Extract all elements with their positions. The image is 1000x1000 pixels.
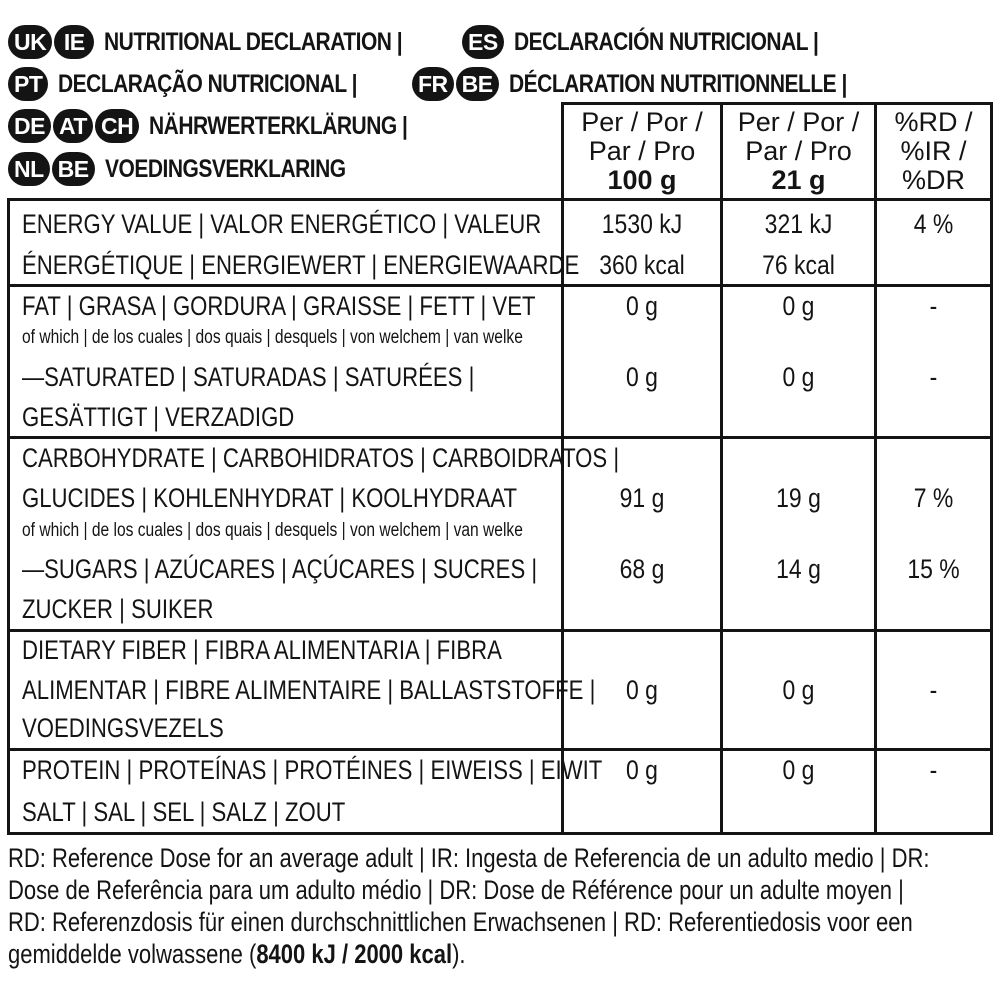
header-line-1b [462,22,876,62]
country-badge-fr: FR [412,67,454,101]
column-divider [874,102,877,835]
sugars-per21: 14 g [776,554,821,584]
country-badges [8,25,96,59]
footnote-line [8,938,986,970]
footnote-text: ). [452,939,466,969]
energy-label: ENERGY VALUE | VALOR ENERGÉTICO | VALEUR [22,209,542,239]
sugars-label: —SUGARS | AZÚCARES | AÇÚCARES | SUCRES | [22,554,538,584]
column-header-line: %DR [901,165,965,195]
table-top-border [7,198,993,201]
column-header-line: Par / Pro [745,136,852,166]
heading-es: DECLARACIÓN NUTRICIONAL | [513,27,819,56]
country-badges [462,25,506,59]
heading-en: NUTRITIONAL DECLARATION | [104,27,403,56]
energy-label: ÉNERGÉTIQUE | ENERGIEWERT | ENERGIEWAARDE [22,250,580,280]
sugars-rd: 15 % [907,554,960,584]
country-badges [8,109,141,143]
heading-pt: DECLARAÇÃO NUTRICIONAL | [58,69,358,98]
saturated-label: —SATURATED | SATURADAS | SATURÉES | [22,362,475,392]
saturated-per100: 0 g [626,362,658,392]
column-header-per-100g [564,108,720,195]
carbohydrate-rd: 7 % [913,483,954,513]
header-line-1 [8,22,459,62]
fat-per100: 0 g [626,291,658,321]
heading-fr: DÉCLARATION NUTRITIONNELLE | [508,69,847,98]
energy-per21-kcal: 76 kcal [762,250,835,280]
column-header-line: Par / Pro [588,136,696,166]
fat-per21: 0 g [782,291,815,321]
fiber-label: ALIMENTAR | FIBRE ALIMENTAIRE | BALLASTSTOFFE | [22,675,596,705]
heading-de: NÄHRWERTERKLÄRUNG | [149,111,408,140]
country-badge-nl: NL [8,152,50,186]
header-line-4 [8,149,391,189]
footnote-line: RD: Referenzdosis für einen durchschnittlichen Erwachsenen | RD: Referentiedosis voor een [8,907,913,937]
column-header-line: Per / Por / [581,107,703,137]
sugars-per100: 68 g [619,554,665,584]
footnote-text: gemiddelde volwassene ( [8,939,257,969]
header-line-2 [8,64,414,104]
carbohydrate-per21: 19 g [776,483,821,513]
footnote-reference-dose [8,842,986,970]
protein-per21: 0 g [782,755,815,785]
country-badges [8,152,97,186]
fat-of-which-label: of which | de los cuales | dos quais | desquels | von welchem | van welke [22,327,523,348]
salt-label: SALT | SAL | SEL | SALZ | ZOUT [22,797,346,827]
column-header-amount: 100 g [607,165,677,195]
fiber-label: DIETARY FIBER | FIBRA ALIMENTARIA | FIBRA [22,635,502,665]
saturated-per21: 0 g [782,362,815,392]
saturated-rd: - [929,362,938,392]
table-right-border [990,102,993,835]
protein-rd: - [929,755,938,785]
column-divider [720,102,723,835]
table-bottom-border [7,832,993,835]
heading-nl: VOEDINGSVERKLARING [104,154,346,183]
fiber-label: VOEDINGSVEZELS [22,713,224,743]
country-badges [8,67,50,101]
country-badge-at: AT [53,109,93,143]
header-line-3 [8,106,457,146]
reference-intake-value: 8400 kJ / 2000 kcal [256,939,453,969]
fiber-per21: 0 g [782,675,815,705]
country-badge-ie: IE [54,25,94,59]
country-badge-uk: UK [8,25,52,59]
carbohydrate-label: GLUCIDES | KOHLENHYDRAT | KOOLHYDRAAT [22,483,517,513]
sugars-label: ZUCKER | SUIKER [22,594,214,624]
column-header-top-border [561,102,993,105]
fiber-rd: - [929,675,938,705]
protein-label: PROTEIN | PROTEÍNAS | PROTÉINES | EIWEISS | EIWIT [22,755,603,785]
country-badge-be: BE [52,152,95,186]
column-header-reference-dose [877,108,990,195]
column-header-line: %RD / [894,107,973,137]
energy-per100-kj: 1530 kJ [601,209,683,239]
column-header-amount: 21 g [771,165,826,195]
table-left-border [7,198,10,835]
country-badge-ch: CH [95,109,139,143]
column-header-line: %IR / [900,136,967,166]
country-badge-de: DE [8,109,51,143]
protein-per100: 0 g [626,755,658,785]
carb-of-which-label: of which | de los cuales | dos quais | desquels | von welchem | van welke [22,520,523,541]
header-line-2b [412,64,911,104]
column-header-per-21g [723,108,874,195]
energy-rd: 4 % [913,209,954,239]
fat-rd: - [929,291,938,321]
carbohydrate-per100: 91 g [619,483,665,513]
energy-per100-kcal: 360 kcal [599,250,685,280]
country-badge-pt: PT [8,67,48,101]
carbohydrate-label: CARBOHYDRATE | CARBOHIDRATOS | CARBOIDRATOS | [22,443,620,473]
footnote-line: Dose de Referência para um adulto médio | DR: Dose de Référence pour un adulte moyen | [8,875,904,905]
energy-per21-kj: 321 kJ [764,209,833,239]
saturated-label: GESÄTTIGT | VERZADIGD [22,402,295,432]
country-badges [412,67,501,101]
country-badge-es: ES [462,25,504,59]
fiber-per100: 0 g [626,675,658,705]
footnote-line: RD: Reference Dose for an average adult | IR: Ingesta de Referencia de un adulto medio | DR: [8,843,930,873]
fat-label: FAT | GRASA | GORDURA | GRAISSE | FETT | VET [22,291,536,321]
country-badge-be: BE [456,67,499,101]
column-header-line: Per / Por / [737,107,860,137]
